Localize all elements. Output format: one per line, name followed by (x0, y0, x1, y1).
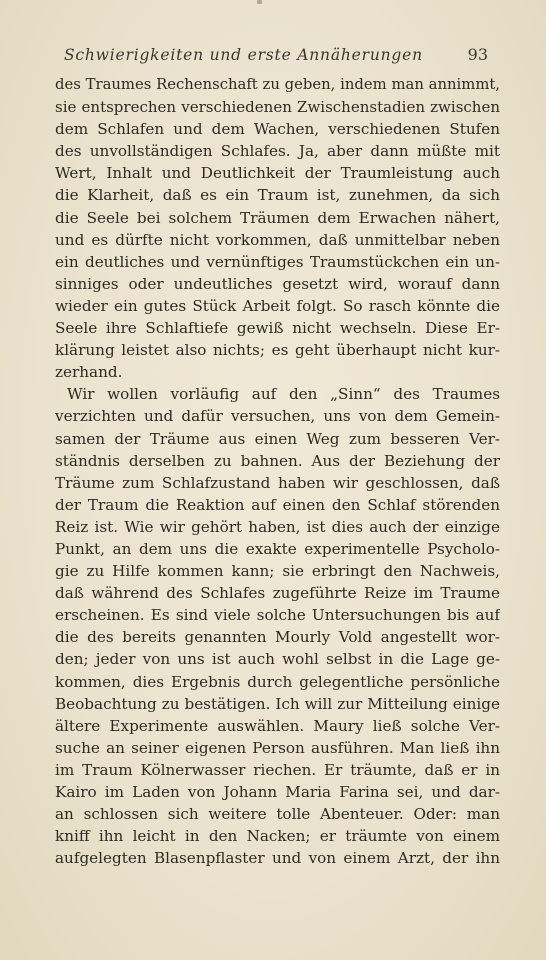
text-line: des unvollständigen Schlafes. Ja, aber dann müßte mit (55, 142, 500, 161)
text-line: sie entsprechen verschiedenen Zwischenstadien zwischen (55, 98, 500, 117)
text-line: wieder ein gutes Stück Arbeit folgt. So rasch könnte die (55, 296, 500, 315)
text-line: gie zu Hilfe kommen kann; sie erbringt den Nachweis, (55, 562, 500, 581)
text-line: samen der Träume aus einen Weg zum besseren Ver- (55, 429, 500, 448)
text-line: ständnis derselben zu bahnen. Aus der Beziehung der (55, 451, 500, 470)
text-line: des Traumes Rechenschaft zu geben, indem man annimmt, (55, 76, 500, 93)
text-line-paragraph-start: Wir wollen vorläufig auf den „Sinn“ des Traumes (67, 385, 500, 404)
text-line: Träume zum Schlafzustand haben wir geschlossen, daß (55, 473, 500, 492)
text-line: im Traum Kölnerwasser riechen. Er träumte, daß er in (55, 760, 500, 779)
text-line: Seele ihre Schlaftiefe gewiß nicht wechseln. Diese Er- (55, 319, 500, 338)
text-line: aufgelegten Blasenpflaster und von einem Arzt, der ihn (55, 849, 500, 868)
body-text (55, 74, 500, 869)
text-line: die des bereits genannten Mourly Vold angestellt wor- (55, 628, 500, 647)
running-title: Schwierigkeiten und erste Annäherungen (64, 46, 423, 64)
text-line: Wert, Inhalt und Deutlichkeit der Traumleistung auch (55, 164, 500, 183)
text-line: klärung leistet also nichts; es geht überhaupt nicht kur- (55, 341, 500, 360)
text-line-paragraph-end: zerhand. (55, 363, 123, 382)
page-edge-mark (257, 0, 262, 4)
text-line: kniff ihn leicht in den Nacken; er träumte von einem (55, 827, 500, 846)
text-line: ältere Experimente auswählen. Maury ließ solche Ver- (55, 716, 500, 735)
text-line: Reiz ist. Wie wir gehört haben, ist dies auch der einzige (55, 517, 500, 536)
text-line: sinniges oder undeutliches gesetzt wird, worauf dann (55, 274, 500, 293)
text-line: ein deutliches und vernünftiges Traumstückchen ein un- (55, 252, 500, 271)
text-line: die Klarheit, daß es ein Traum ist, zunehmen, da sich (55, 186, 500, 205)
text-line: und es dürfte nicht vorkommen, daß unmittelbar neben (55, 230, 500, 249)
text-line: die Seele bei solchem Träumen dem Erwachen nähert, (55, 208, 500, 227)
text-line: an schlossen sich weitere tolle Abenteuer. Oder: man (55, 805, 500, 824)
text-line: Beobachtung zu bestätigen. Ich will zur Mitteilung einige (55, 694, 500, 713)
text-line: verzichten und dafür versuchen, uns von dem Gemein- (55, 407, 500, 426)
text-line: dem Schlafen und dem Wachen, verschiedenen Stufen (55, 120, 500, 139)
text-line: daß während des Schlafes zugeführte Reize im Traume (55, 584, 500, 603)
page-number: 93 (467, 45, 488, 64)
text-line: den; jeder von uns ist auch wohl selbst in die Lage ge- (55, 650, 500, 669)
page-header (56, 43, 488, 69)
text-line: Punkt, an dem uns die exakte experimentelle Psycholo- (55, 539, 500, 558)
text-line: erscheinen. Es sind viele solche Untersuchungen bis auf (55, 606, 500, 625)
text-line: der Traum die Reaktion auf einen den Schlaf störenden (55, 495, 500, 514)
text-line: suche an seiner eigenen Person ausführen. Man ließ ihn (55, 738, 500, 757)
text-line: Kairo im Laden von Johann Maria Farina sei, und dar- (55, 783, 500, 801)
text-line: kommen, dies Ergebnis durch gelegentliche persönliche (55, 672, 500, 691)
